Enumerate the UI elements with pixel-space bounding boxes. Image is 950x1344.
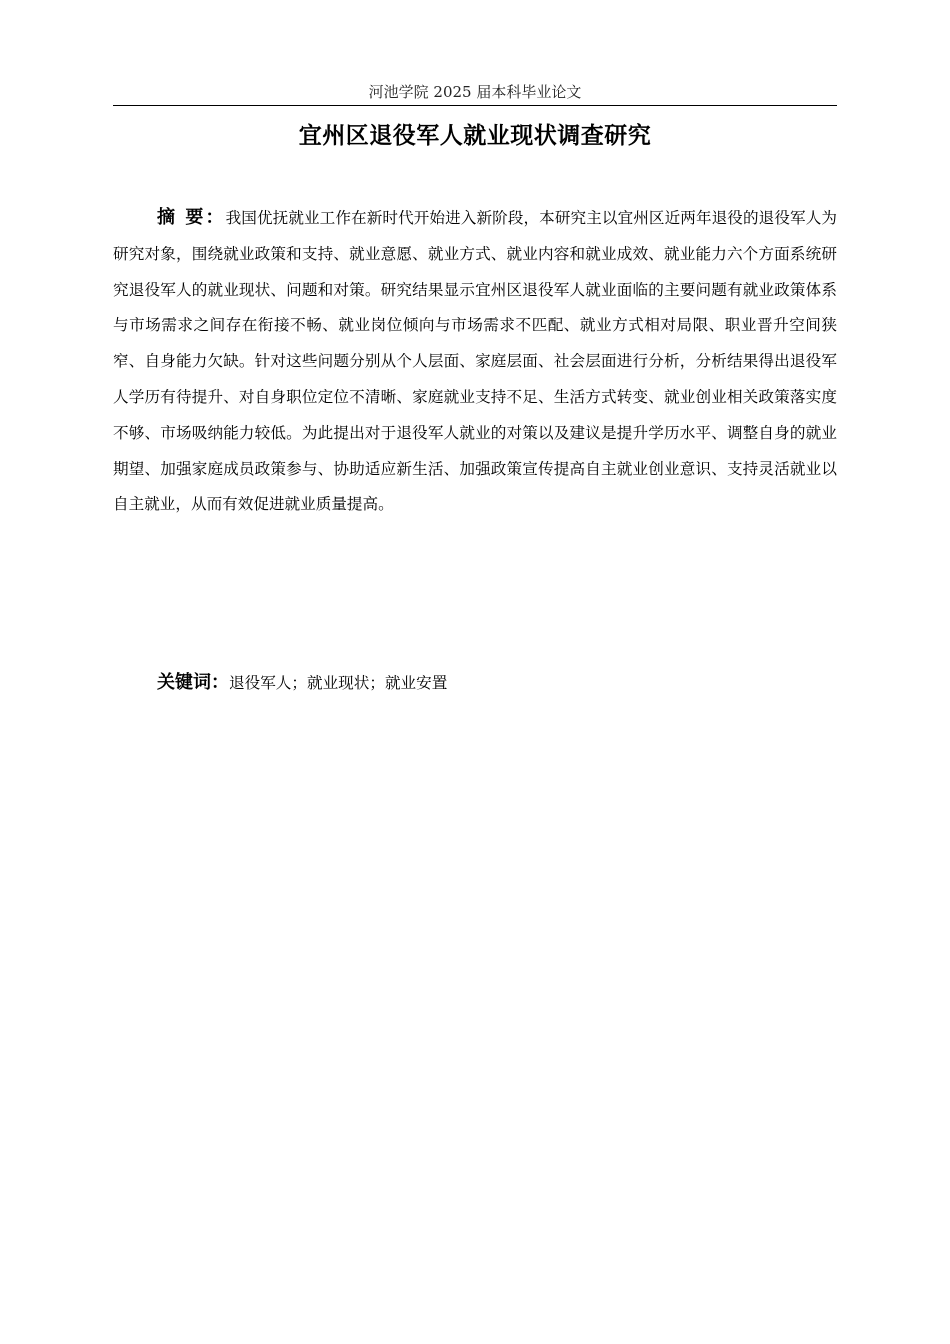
- abstract-text: 我国优抚就业工作在新时代开始进入新阶段，本研究主以宜州区近两年退役的退役军人为研究对象，围绕就业政策和支持、就业意愿、就业方式、就业内容和就业成效、就业能力六个方面系统研究退役军人的就业现状、问题和对策。研究结果显示宜州区退役军人就业面临的主要问题有就业政策体系与市场需求之间存在衔接不畅、就业岗位倾向与市场需求不匹配、就业方式相对局限、职业晋升空间狭窄、自身能力欠缺。针对这些问题分别从个人层面、家庭层面、社会层面进行分析，分析结果得出退役军人学历有待提升、对自身职位定位不清晰、家庭就业支持不足、生活方式转变、就业创业相关政策落实度不够、市场吸纳能力较低。为此提出对于退役军人就业的对策以及建议是提升学历水平、调整自身的就业期望、加强家庭成员政策参与、协助适应新生活、加强政策宣传提高自主就业创业意识、支持灵活就业以自主就业，从而有效促进就业质量提高。: [113, 209, 837, 514]
- abstract-label: 摘 要：: [157, 207, 226, 228]
- keywords-label: 关键词：: [157, 672, 229, 693]
- header-rule: [113, 105, 837, 106]
- paper-title: 宜州区退役军人就业现状调查研究: [298, 123, 652, 149]
- keywords-line: [157, 666, 837, 700]
- abstract-paragraph: [113, 200, 837, 523]
- keywords-text: 退役军人；就业现状；就业安置: [229, 674, 448, 692]
- running-header: 河池学院 2025 届本科毕业论文: [368, 83, 582, 101]
